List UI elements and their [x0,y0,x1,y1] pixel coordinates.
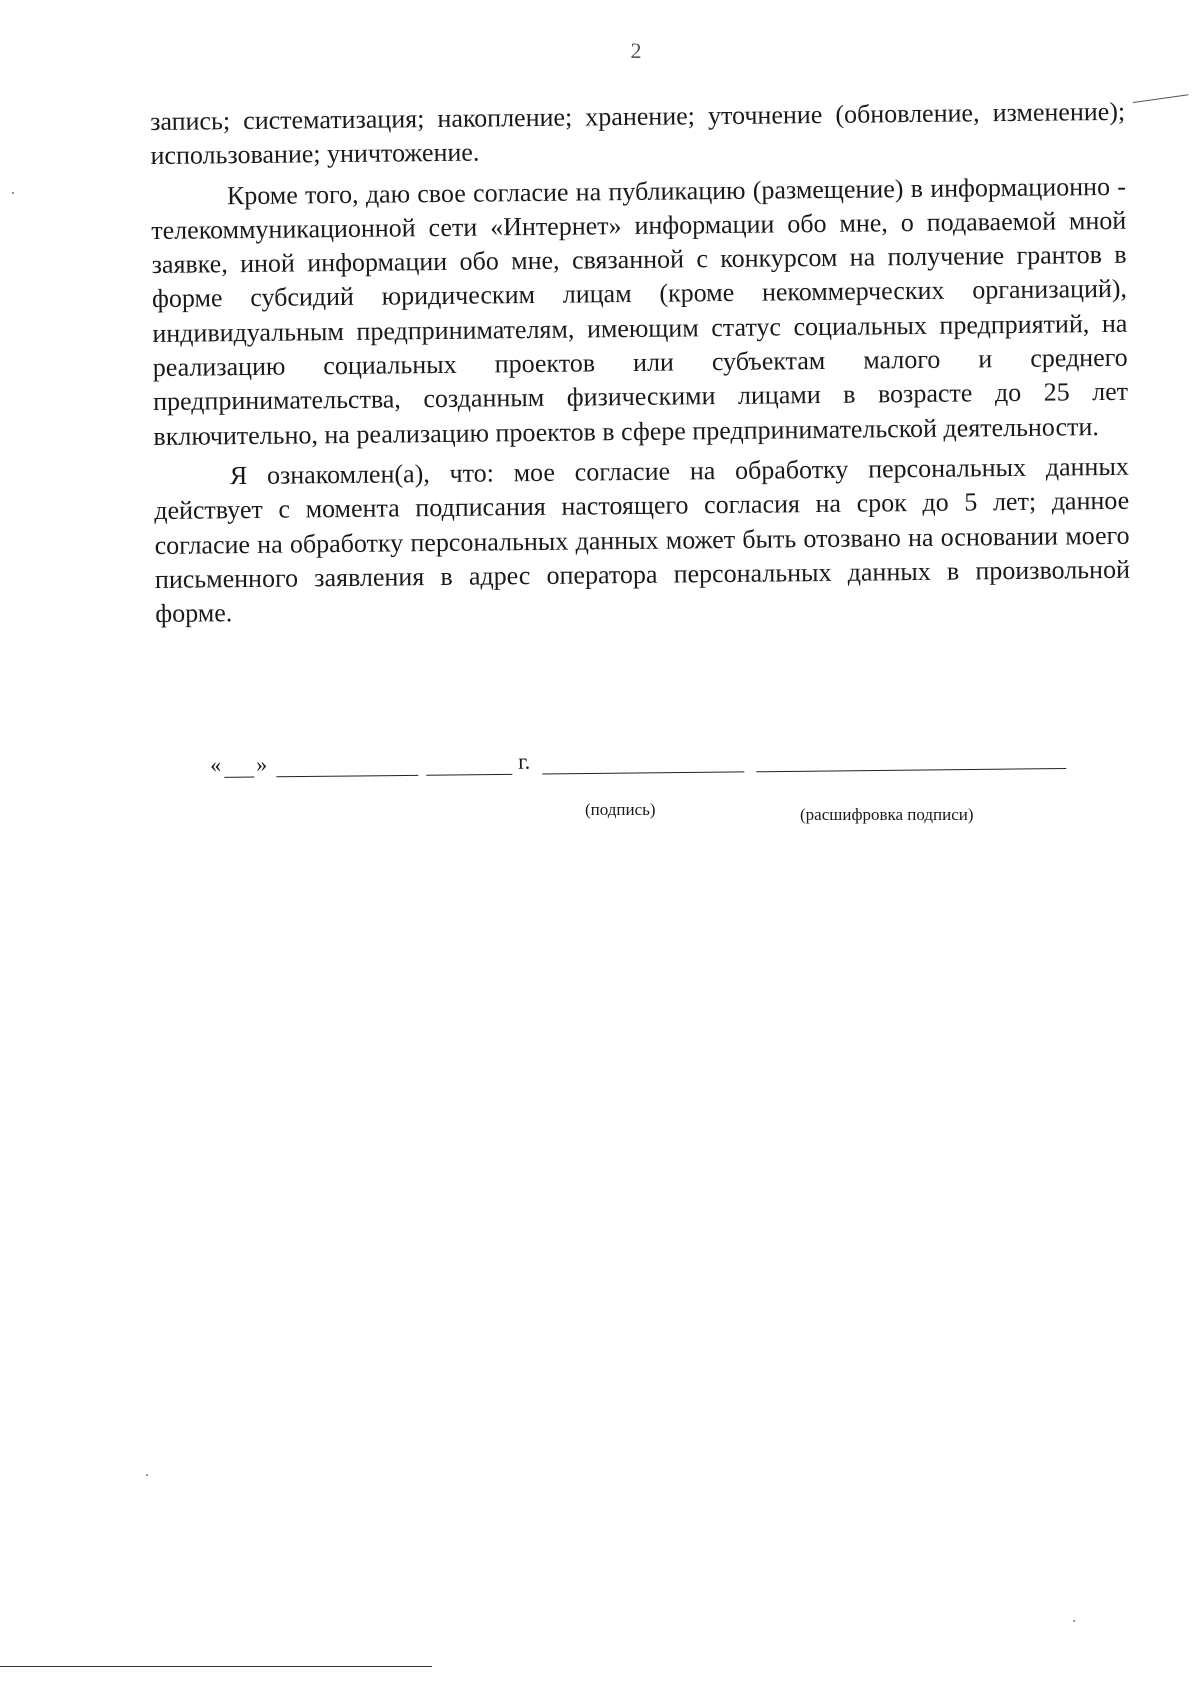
signature-decoding-blank [756,768,1066,772]
bottom-rule [0,1666,432,1667]
date-quote-close: » [256,751,268,777]
signature-row [210,737,1070,786]
date-quote-open: « [210,751,222,777]
year-blank [426,774,512,776]
day-blank [224,777,254,778]
paragraph-publication-consent: Кроме того, даю свое согласие на публикацию (размещение) в информационно - телекоммуникационной сети «Интернет» информации обо мне, о подаваемой мной заявке, иной информации обо мне, связанной с конкурсом на получение грантов в форме субсидий юридическим лицам (кроме некоммерческих организаций), индивидуальным предпринимателям, имеющим статус социальных предприятий, на реализацию социальных проектов или субъектам малого и среднего предпринимательства, созданным физическими лицами в возрасте до 25 лет включительно, на реализацию проектов в сфере предпринимательской деятельности. [151,171,1129,451]
signature-caption: (подпись) [585,800,656,819]
page-number: 2 [630,38,642,63]
signature-decoding-caption: (расшифровка подписи) [800,805,974,824]
scan-speck [146,1474,148,1476]
scan-mark [1133,94,1189,103]
month-blank [276,775,418,777]
year-suffix: г. [518,748,531,774]
body-text [150,95,1131,638]
paragraph-processing-actions: запись; систематизация; накопление; хранение; уточнение (обновление, изменение); использование; уничтожение. [150,96,1126,171]
signature-blank [542,771,744,774]
paragraph-consent-validity: Я ознакомлен(а), что: мое согласие на обработку персональных данных действует с момента подписания настоящего согласия на срок до 5 лет; данное согласие на обработку персональных данных может быть отозвано на основании моего письменного заявления в адрес оператора персональных данных в произвольной форме. [154,451,1131,629]
scan-speck [1073,1620,1075,1622]
scan-speck [12,192,14,194]
